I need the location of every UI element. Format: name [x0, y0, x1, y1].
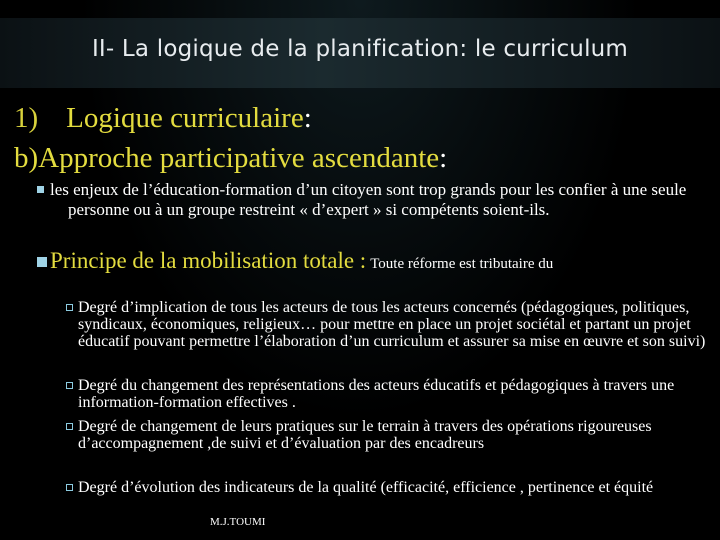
sub-item — [78, 418, 714, 452]
sub-item-text: Degré de changement de leurs pratiques sur le terrain à travers des opérations rigoureuses d’accompagnement ,de suivi et d’évaluation par des encadreurs — [78, 418, 652, 452]
slide-title: II- La logique de la planification: le curriculum — [91, 36, 629, 62]
heading-text: Logique curriculaire — [66, 102, 304, 134]
bullet-enjeux — [50, 180, 712, 220]
heading-approche-participative — [14, 142, 447, 175]
sub-item — [78, 479, 714, 496]
bullet-text: les enjeux de l’éducation-formation d’un citoyen sont trop grands pour les confier à une seule personne ou à un groupe restreint « d’expert » si compétents soient-ils. — [50, 180, 687, 219]
heading-logique-curriculaire — [14, 102, 312, 135]
sub-item — [78, 377, 714, 411]
hollow-square-bullet-icon — [66, 484, 73, 491]
heading-number: 1) — [14, 102, 39, 134]
hollow-square-bullet-icon — [66, 304, 73, 311]
subheading-text: b)Approche participative ascendante — [14, 142, 440, 174]
subheading-colon: : — [439, 142, 448, 174]
sub-item — [78, 299, 714, 350]
sub-item-text: Degré d’implication de tous les acteurs de tous les acteurs concernés (pédagogiques, politiques, syndicaux, économiques, religieux… pour mettre en place un projet sociétal et partant un projet éducatif pouvant permettre l’élaboration d’un curriculum et assurer sa mise en œuvre et son suivi) — [78, 299, 706, 350]
bullet-principe-mobilisation — [50, 250, 712, 275]
sub-item-text: Degré du changement des représentations des acteurs éducatifs et pédagogiques à travers une information-formation effectives . — [78, 377, 675, 411]
hollow-square-bullet-icon — [66, 382, 73, 389]
sub-item-text: Degré d’évolution des indicateurs de la qualité (efficacité, efficience , pertinence et équité — [78, 479, 654, 496]
square-bullet-icon — [37, 186, 44, 193]
square-bullet-icon — [37, 257, 47, 267]
hollow-square-bullet-icon — [66, 423, 73, 430]
author-signature: M.J.TOUMI — [210, 516, 266, 528]
heading-colon: : — [303, 102, 312, 134]
bullet-rest-text: Toute réforme est tributaire du — [370, 256, 554, 272]
bullet-main-text: Principe de la mobilisation totale : — [50, 248, 367, 273]
